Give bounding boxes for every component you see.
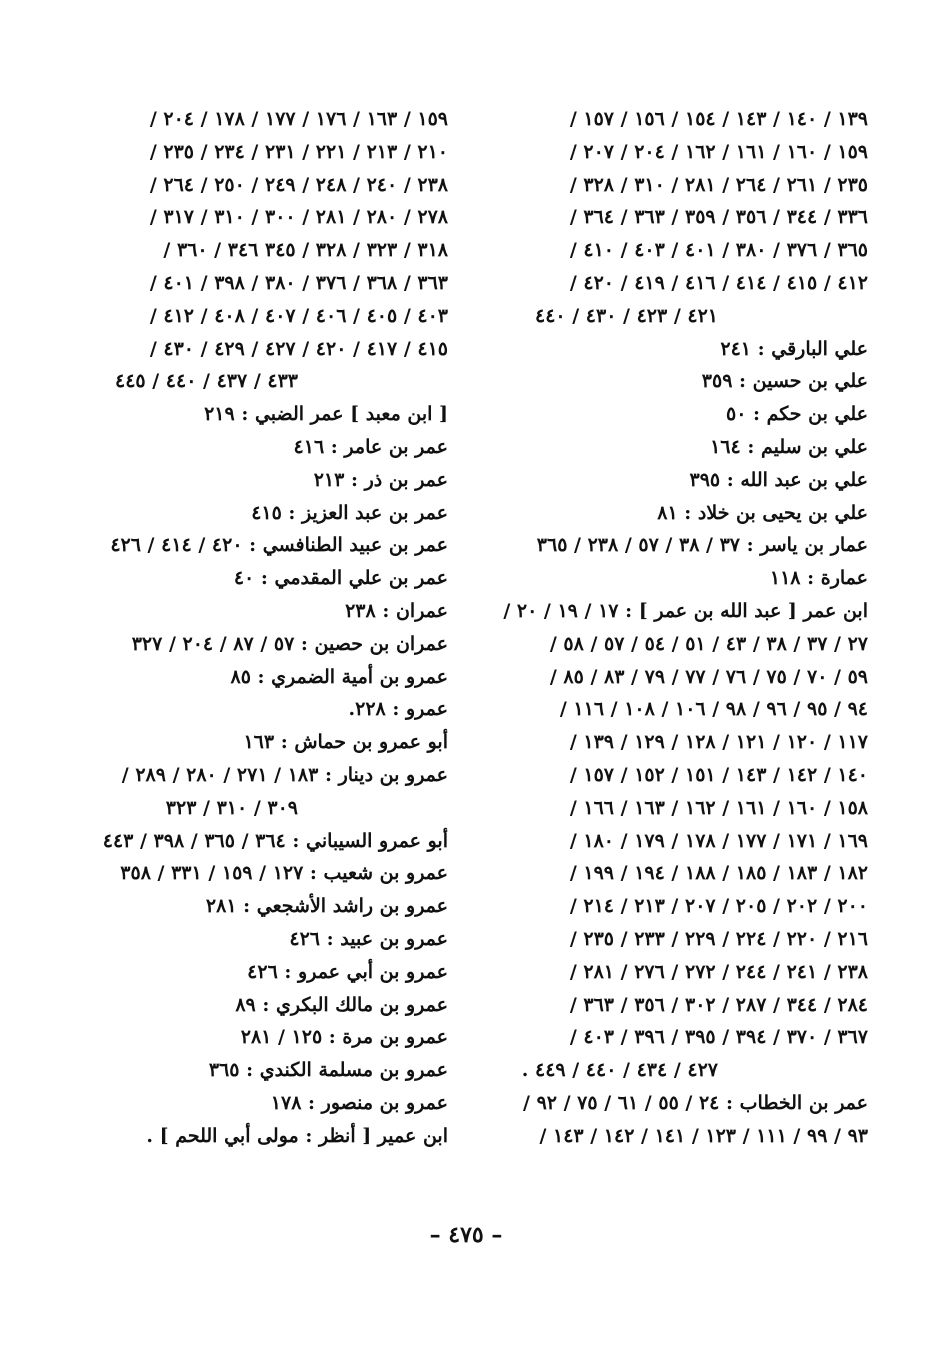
index-entry: أبو عمرو بن حماش : ١٦٣: [243, 731, 448, 754]
index-line: ٣٣٦ / ٣٤٤ / ٣٥٦ / ٣٥٩ / ٣٦٣ / ٣٦٤ /: [569, 206, 868, 229]
index-entry: عمرو بن أمية الضمري : ٨٥: [230, 665, 448, 688]
index-entry: ابن عمير [ أنظر : مولى أبي اللحم ] .: [146, 1124, 448, 1147]
index-entry: عمر بن عبيد الطنافسي : ٤٢٠ / ٤١٤ / ٤٢٦: [110, 534, 448, 557]
index-line: ٣٦٣ / ٣٦٨ / ٣٧٦ / ٣٨٠ / ٣٩٨ / ٤٠١ /: [149, 271, 448, 294]
right-column: [492, 103, 868, 1153]
index-line: ٩٤ / ٩٥ / ٩٦ / ٩٨ / ١٠٦ / ١٠٨ / ١١٦ /: [559, 698, 868, 721]
index-entry: عمران بن حصين : ٥٧ / ٨٧ / ٢٠٤ / ٣٢٧: [131, 632, 448, 655]
index-line: ٢٣٨ / ٢٤٠ / ٢٤٨ / ٢٤٩ / ٢٥٠ / ٢٦٤ /: [149, 173, 448, 196]
index-entry: عمر بن عامر : ٤١٦: [293, 435, 448, 458]
index-line: ٤٠٣ / ٤٠٥ / ٤٠٦ / ٤٠٧ / ٤٠٨ / ٤١٢ /: [149, 304, 448, 327]
index-line: ٥٩ / ٧٠ / ٧٥ / ٧٦ / ٧٧ / ٧٩ / ٨٣ / ٨٥ /: [549, 665, 868, 688]
index-line: ٤٢٧ / ٤٣٤ / ٤٤٠ / ٤٤٩ .: [521, 1059, 718, 1082]
index-entry: عمرو : ٢٢٨.: [348, 698, 448, 721]
index-line: ٣٦٥ / ٣٧٦ / ٣٨٠ / ٤٠١ / ٤٠٣ / ٤١٠ /: [569, 239, 868, 262]
index-entry: عمر بن ذر : ٢١٣: [313, 468, 448, 491]
index-line: ٢٧ / ٣٧ / ٣٨ / ٤٣ / ٥١ / ٥٤ / ٥٧ / ٥٨ /: [549, 632, 868, 655]
index-entry: عمارة : ١١٨: [769, 567, 868, 590]
index-line: ٢٣٨ / ٢٤١ / ٢٤٤ / ٢٧٢ / ٢٧٦ / ٢٨١ /: [569, 960, 868, 983]
index-entry: عمرو بن أبي عمرو : ٤٢٦: [247, 960, 448, 983]
index-line: ١٥٩ / ١٦٠ / ١٦١ / ١٦٢ / ٢٠٤ / ٢٠٧ /: [569, 140, 868, 163]
index-line: ١٥٨ / ١٦٠ / ١٦١ / ١٦٢ / ١٦٣ / ١٦٦ /: [569, 796, 868, 819]
index-line: ١٨٢ / ١٨٣ / ١٨٥ / ١٨٨ / ١٩٤ / ١٩٩ /: [569, 862, 868, 885]
index-line: ٤١٥ / ٤١٧ / ٤٢٠ / ٤٢٧ / ٤٢٩ / ٤٣٠ /: [149, 337, 448, 360]
index-entry: عمر بن الخطاب : ٢٤ / ٥٥ / ٦١ / ٧٥ / ٩٢ /: [523, 1091, 868, 1114]
index-line: ١٤٠ / ١٤٢ / ١٤٣ / ١٥١ / ١٥٢ / ١٥٧ /: [569, 763, 868, 786]
index-entry: عمرو بن منصور : ١٧٨: [270, 1091, 448, 1114]
page-number: – ٤٧٥ –: [429, 1222, 503, 1248]
index-entry: علي بن عبد الله : ٣٩٥: [689, 468, 868, 491]
index-entry: علي بن سليم : ١٦٤: [710, 435, 868, 458]
index-entry: علي بن يحيى بن خلاد : ٨١: [657, 501, 868, 524]
index-entry: عمرو بن شعيب : ١٢٧ / ١٥٩ / ٣٣١ / ٣٥٨: [120, 862, 448, 885]
left-column: [72, 103, 448, 1153]
index-entry: أبو عمرو السيباني : ٣٦٤ / ٣٦٥ / ٣٩٨ / ٤٤٣: [102, 829, 448, 852]
index-line: ١٥٩ / ١٦٣ / ١٧٦ / ١٧٧ / ١٧٨ / ٢٠٤ /: [149, 108, 448, 130]
index-entry: عمرو بن راشد الأشجعي : ٢٨١: [205, 895, 448, 918]
index-line: ٤٣٣ / ٤٣٧ / ٤٤٠ / ٤٤٥: [114, 370, 298, 393]
index-entry: عمرو بن دينار : ١٨٣ / ٢٧١ / ٢٨٠ / ٢٨٩ /: [121, 763, 448, 786]
index-entry: عمر بن علي المقدمي : ٤٠: [233, 567, 448, 590]
index-entry: علي بن حسين : ٣٥٩: [701, 370, 868, 393]
index-entry: عمرو بن مالك البكري : ٨٩: [235, 993, 448, 1016]
index-entry: عمرو بن مرة : ١٢٥ / ٢٨١: [240, 1026, 448, 1049]
index-entry: [ ابن معبد ] عمر الضبي : ٢١٩: [204, 403, 448, 426]
index-line: ٢١٠ / ٢١٣ / ٢٢١ / ٢٣١ / ٢٣٤ / ٢٣٥ /: [149, 140, 448, 163]
index-line: ٢٣٥ / ٢٦١ / ٢٦٤ / ٢٨١ / ٣١٠ / ٣٢٨ /: [569, 173, 868, 196]
index-entry: علي بن حكم : ٥٠: [726, 403, 868, 426]
index-line: ٤١٢ / ٤١٥ / ٤١٤ / ٤١٦ / ٤١٩ / ٤٢٠ /: [569, 271, 868, 294]
index-line: ١١٧ / ١٢٠ / ١٢١ / ١٢٨ / ١٢٩ / ١٣٩ /: [569, 731, 868, 754]
index-line: ١٣٩ / ١٤٠ / ١٤٣ / ١٥٤ / ١٥٦ / ١٥٧ /: [569, 108, 868, 130]
index-line: ٣٠٩ / ٣١٠ / ٣٢٣: [165, 796, 298, 819]
index-line: ١٦٩ / ١٧١ / ١٧٧ / ١٧٨ / ١٧٩ / ١٨٠ /: [569, 829, 868, 852]
index-entry: عمر بن عبد العزيز : ٤١٥: [251, 501, 448, 524]
index-line: ٩٣ / ٩٩ / ١١١ / ١٢٣ / ١٤١ / ١٤٢ / ١٤٣ /: [539, 1124, 868, 1147]
index-entry: علي البارقي : ٢٤١: [720, 337, 868, 360]
index-line: ٣٦٧ / ٣٧٠ / ٣٩٤ / ٣٩٥ / ٣٩٦ / ٤٠٣ /: [569, 1026, 868, 1049]
index-entry: عمار بن ياسر : ٣٧ / ٣٨ / ٥٧ / ٢٣٨ / ٣٦٥: [536, 534, 868, 557]
index-entry: عمران : ٢٣٨: [345, 599, 448, 622]
index-entry: عمرو بن مسلمة الكندي : ٣٦٥: [208, 1059, 448, 1082]
index-line: ٣١٨ / ٣٢٣ / ٣٢٨ / ٣٤٥ ٣٤٦ / ٣٦٠ /: [163, 239, 448, 262]
index-line: ٢٨٤ / ٣٤٤ / ٢٨٧ / ٣٠٢ / ٣٥٦ / ٣٦٣ /: [569, 993, 868, 1016]
index-line: ٢٠٠ / ٢٠٢ / ٢٠٥ / ٢٠٧ / ٢١٣ / ٢١٤ /: [569, 895, 868, 918]
index-line: ٤٢١ / ٤٢٣ / ٤٣٠ / ٤٤٠: [534, 304, 718, 327]
index-line: ٢٧٨ / ٢٨٠ / ٢٨١ / ٣٠٠ / ٣١٠ / ٣١٧ /: [149, 206, 448, 229]
index-entry: ابن عمر [ عبد الله بن عمر ] : ١٧ / ١٩ / ٢٠ /: [503, 599, 868, 622]
index-entry: عمرو بن عبيد : ٤٢٦: [289, 927, 448, 950]
index-line: ٢١٦ / ٢٢٠ / ٢٢٤ / ٢٢٩ / ٢٣٣ / ٢٣٥ /: [569, 927, 868, 950]
